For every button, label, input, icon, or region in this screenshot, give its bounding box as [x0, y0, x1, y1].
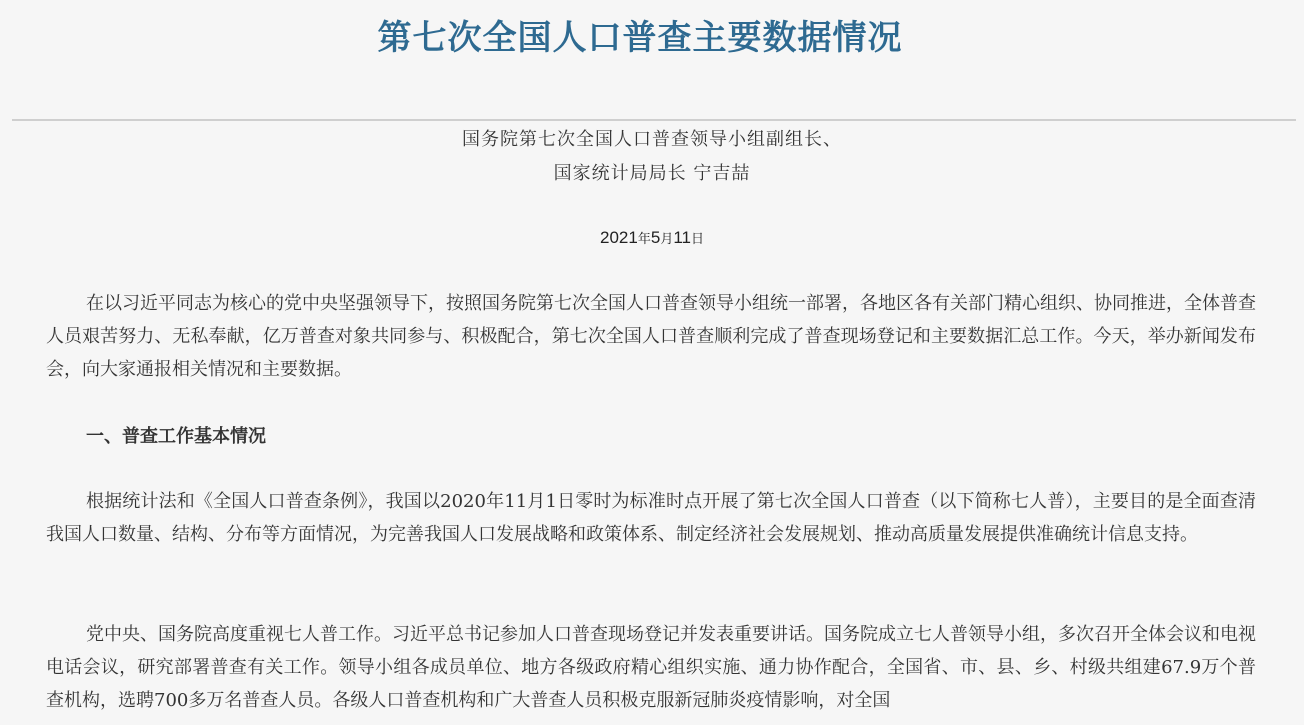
- date-day-char: 日: [690, 231, 704, 246]
- author-title-line: 国务院第七次全国人口普查领导小组副组长、: [462, 129, 842, 150]
- date-year: 2021: [600, 228, 638, 247]
- date-month: 5: [650, 228, 661, 247]
- page-title: 第七次全国人口普查主要数据情况: [377, 18, 903, 58]
- title-divider: [12, 119, 1296, 121]
- date-year-char: 年: [637, 231, 651, 246]
- date-day: 11: [673, 228, 691, 247]
- date-month-char: 月: [660, 231, 674, 246]
- section-heading: 一、普查工作基本情况: [86, 426, 266, 447]
- author-name-line: 国家统计局局长 宁吉喆: [553, 163, 751, 184]
- body-paragraph: 党中央、国务院高度重视七人普工作。习近平总书记参加人口普查现场登记并发表重要讲话。国务院成立七人普领导小组，多次召开全体会议和电视电话会议，研究部署普查有关工作。领导小组各成员单位、地方各级政府精心组织实施、通力协作配合，全国省、市、县、乡、村级共组建67.9万个普查机构，选聘700多万名普查人员。各级人口普查机构和广大普查人员积极克服新冠肺炎疫情影响，对全国: [46, 624, 1256, 711]
- intro-paragraph: 在以习近平同志为核心的党中央坚强领导下，按照国务院第七次全国人口普查领导小组统一部署，各地区各有关部门精心组织、协同推进，全体普查人员艰苦努力、无私奉献，亿万普查对象共同参与、积极配合，第七次全国人口普查顺利完成了普查现场登记和主要数据汇总工作。今天，举办新闻发布会，向大家通报相关情况和主要数据。: [46, 293, 1256, 380]
- publish-date: [0, 228, 1304, 248]
- body-paragraph: 根据统计法和《全国人口普查条例》，我国以2020年11月1日零时为标准时点开展了第七次全国人口普查（以下简称七人普），主要目的是全面查清我国人口数量、结构、分布等方面情况，为完善我国人口发展战略和政策体系、制定经济社会发展规划、推动高质量发展提供准确统计信息支持。: [46, 491, 1256, 545]
